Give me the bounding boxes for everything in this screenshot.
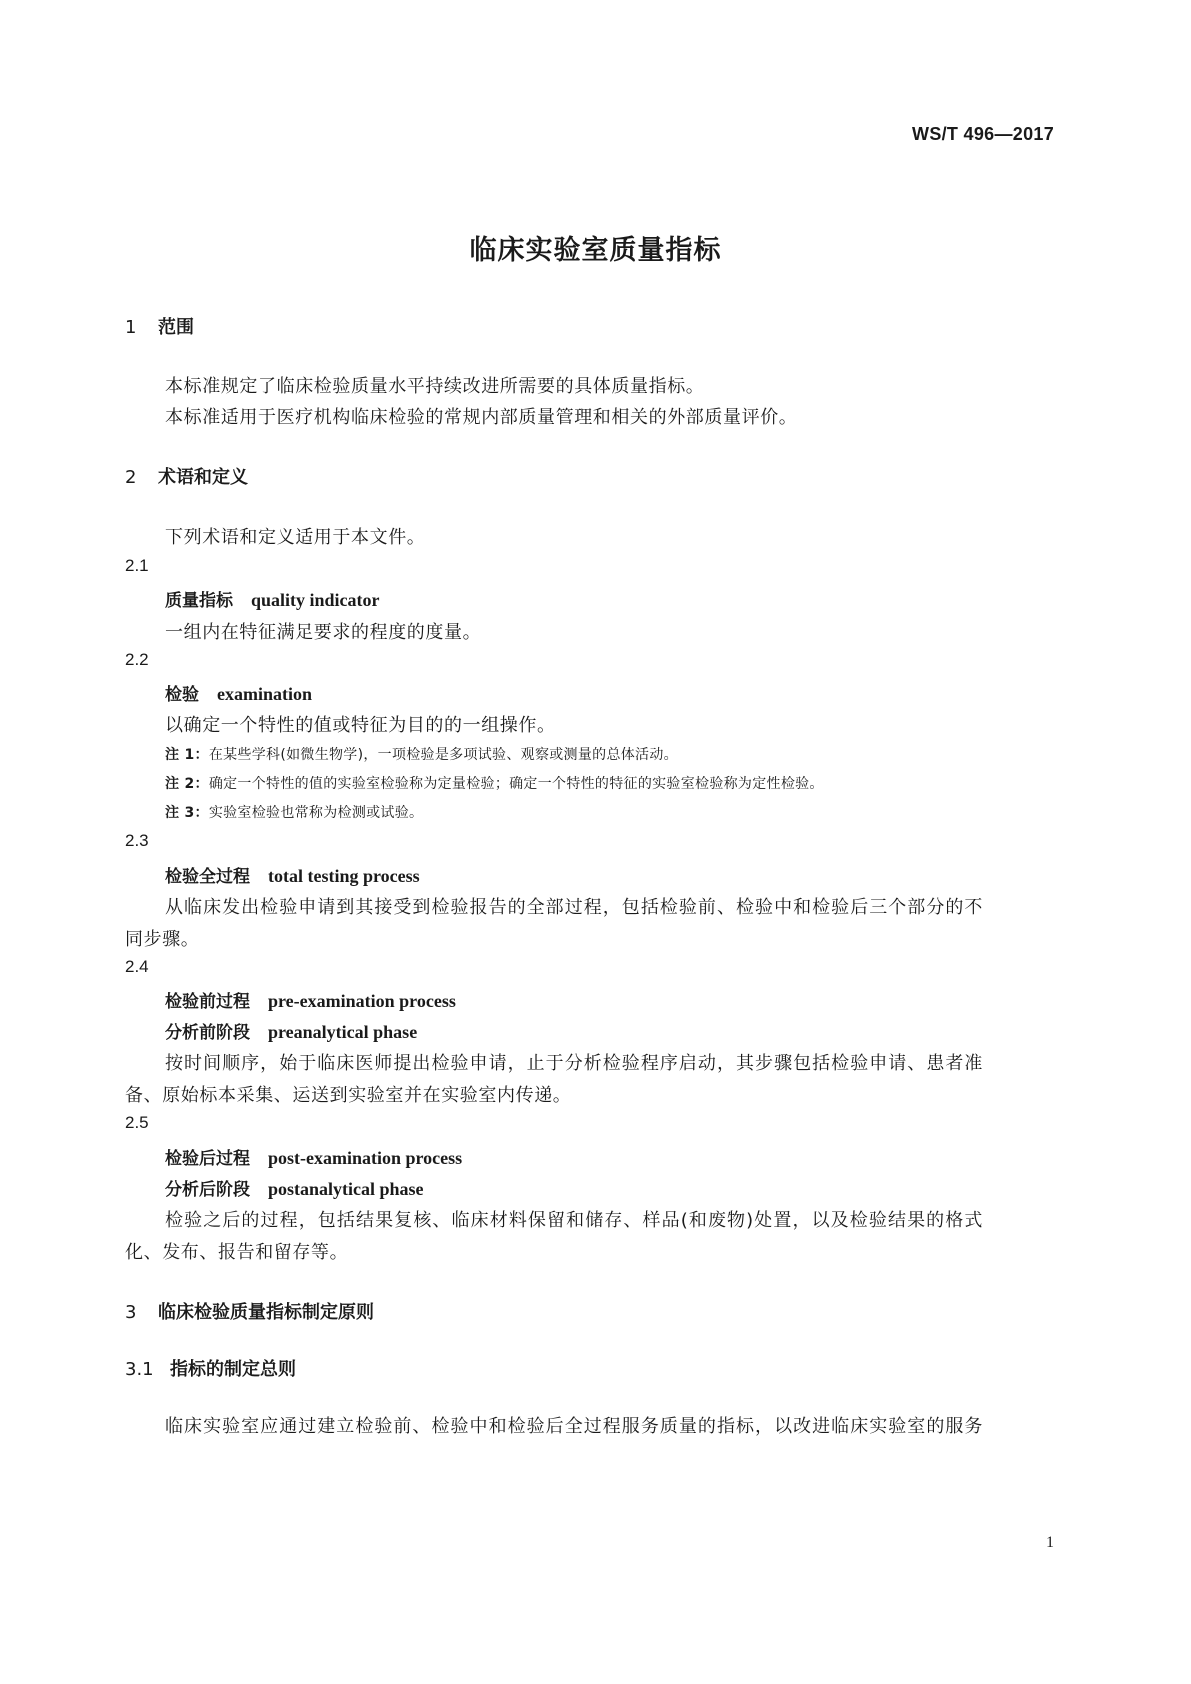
- section-2-heading: [125, 463, 248, 489]
- definition-continuation: 备、原始标本采集、运送到实验室并在实验室内传递。: [125, 1085, 572, 1106]
- term-entry: [165, 1018, 417, 1043]
- term-english: pre-examination process: [268, 991, 456, 1011]
- term-english: postanalytical phase: [268, 1179, 424, 1199]
- term-chinese: 检验前过程: [165, 992, 250, 1012]
- term-chinese: 质量指标: [165, 591, 233, 611]
- note-label: 注 2：: [165, 776, 209, 792]
- note: [165, 802, 423, 822]
- term-english: quality indicator: [251, 590, 380, 610]
- term-english: preanalytical phase: [268, 1022, 418, 1042]
- term-chinese: 检验全过程: [165, 867, 250, 887]
- definition: 从临床发出检验申请到其接受到检验报告的全部过程，包括检验前、检验中和检验后三个部分的不: [165, 897, 983, 918]
- section-title: 临床检验质量指标制定原则: [158, 1302, 374, 1323]
- definition-continuation: 同步骤。: [125, 929, 200, 950]
- section-3-heading: [125, 1298, 374, 1324]
- note-text: 确定一个特性的值的实验室检验称为定量检验；确定一个特性的特征的实验室检验称为定性检验。: [208, 776, 824, 792]
- subsection-number: 2.4: [125, 957, 149, 976]
- subsection-number: 2.5: [125, 1113, 149, 1132]
- note-text: 实验室检验也常称为检测或试验。: [208, 805, 424, 821]
- paragraph: 本标准适用于医疗机构临床检验的常规内部质量管理和相关的外部质量评价。: [165, 407, 798, 428]
- term-entry: [165, 862, 420, 887]
- definition: 检验之后的过程，包括结果复核、临床材料保留和储存、样品(和废物)处置，以及检验结果的格式: [165, 1210, 983, 1231]
- term-chinese: 检验: [165, 685, 199, 705]
- term-entry: [165, 586, 380, 611]
- page-number: 1: [1046, 1534, 1054, 1551]
- note-label: 注 1：: [165, 747, 209, 763]
- term-entry: [165, 1144, 462, 1169]
- section-number: 1: [125, 317, 137, 338]
- term-entry: [165, 1175, 424, 1200]
- term-chinese: 检验后过程: [165, 1149, 250, 1169]
- term-english: post-examination process: [268, 1148, 463, 1168]
- section-title: 范围: [158, 317, 194, 338]
- paragraph: 下列术语和定义适用于本文件。: [165, 527, 426, 548]
- subsection-number: 2.2: [125, 650, 149, 669]
- paragraph: 临床实验室应通过建立检验前、检验中和检验后全过程服务质量的指标，以改进临床实验室的服务: [165, 1416, 983, 1437]
- section-number: 3: [125, 1302, 137, 1323]
- subsection-number: 2.3: [125, 831, 149, 850]
- subsection-number: 2.1: [125, 556, 149, 575]
- paragraph: 本标准规定了临床检验质量水平持续改进所需要的具体质量指标。: [165, 376, 705, 397]
- term-entry: [165, 987, 456, 1012]
- note-label: 注 3：: [165, 805, 209, 821]
- note: [165, 744, 678, 764]
- term-chinese: 分析后阶段: [165, 1180, 250, 1200]
- document-title: 临床实验室质量指标: [469, 235, 722, 266]
- term-entry: [165, 680, 312, 705]
- definition-continuation: 化、发布、报告和留存等。: [125, 1242, 349, 1263]
- term-english: total testing process: [268, 866, 420, 886]
- definition: 以确定一个特性的值或特征为目的的一组操作。: [165, 715, 556, 736]
- section-number: 2: [125, 467, 137, 488]
- definition: 一组内在特征满足要求的程度的度量。: [165, 622, 482, 643]
- definition: 按时间顺序，始于临床医师提出检验申请，止于分析检验程序启动，其步骤包括检验申请、患者准: [165, 1053, 983, 1074]
- term-chinese: 分析前阶段: [165, 1023, 250, 1043]
- term-english: examination: [217, 684, 313, 704]
- note: [165, 773, 824, 793]
- section-1-heading: [125, 313, 194, 339]
- section-title: 术语和定义: [158, 467, 248, 488]
- section-title: 指标的制定总则: [170, 1359, 296, 1380]
- section-number: 3.1: [125, 1359, 154, 1380]
- section-3-1-heading: [125, 1355, 296, 1381]
- note-text: 在某些学科(如微生物学)，一项检验是多项试验、观察或测量的总体活动。: [208, 747, 678, 763]
- standard-code: WS/T 496—2017: [912, 124, 1054, 144]
